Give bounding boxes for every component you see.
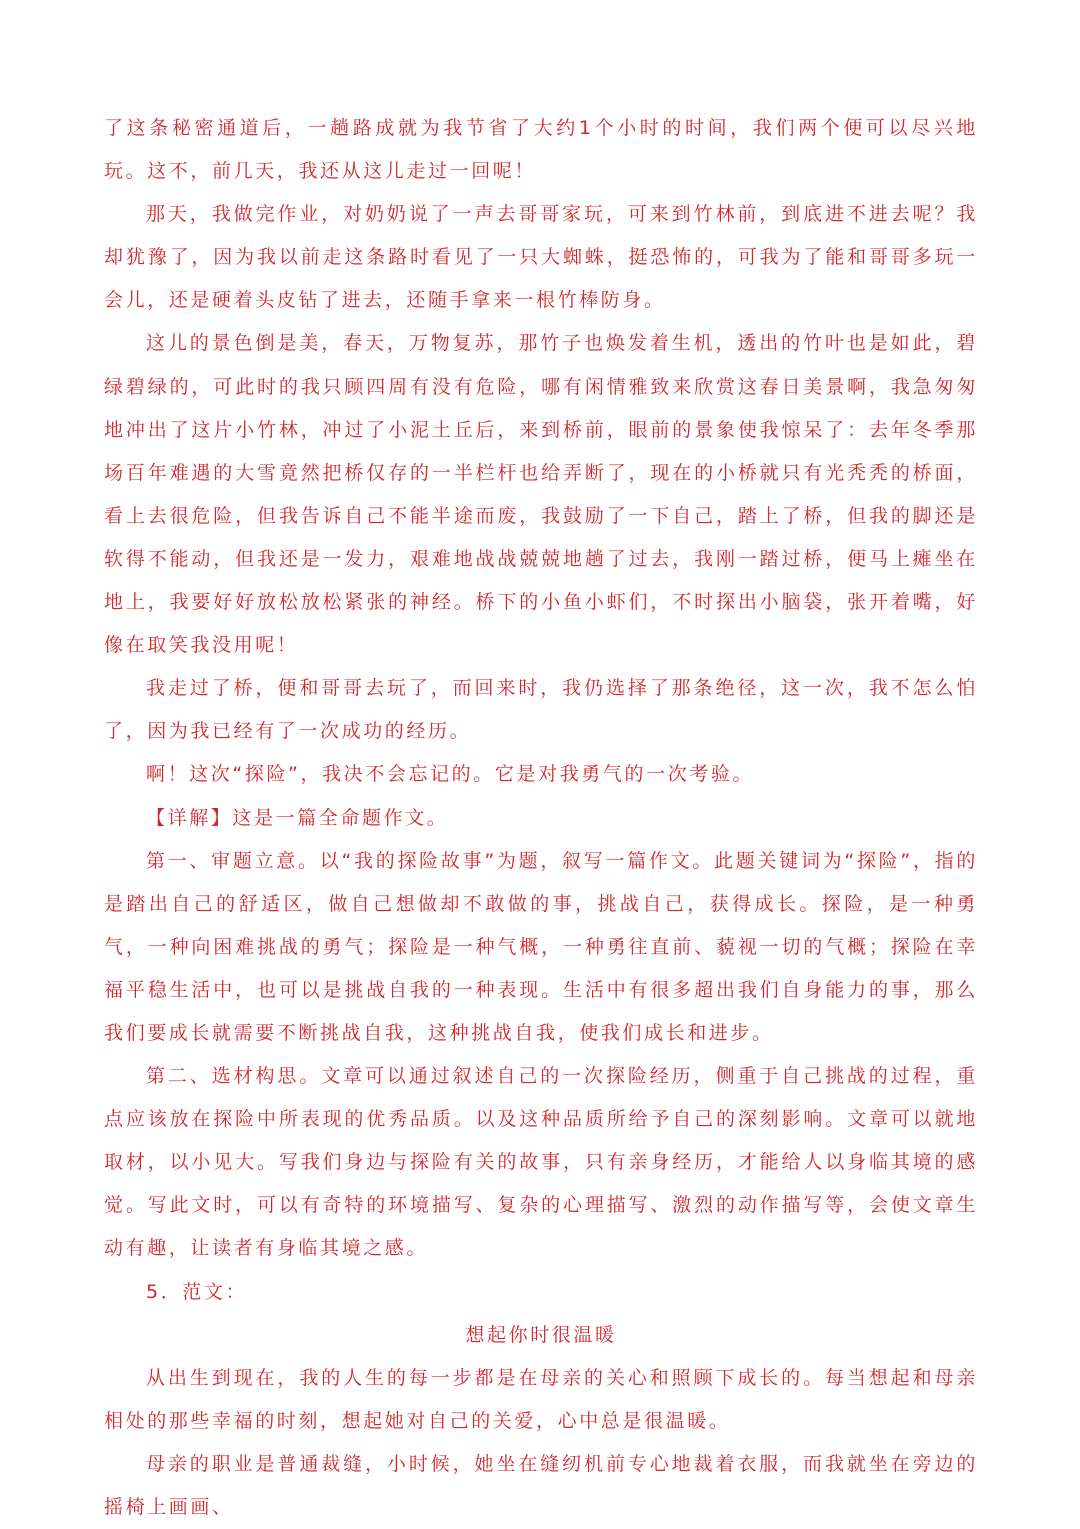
explanation-heading: 【详解】这是一篇全命题作文。 <box>146 806 449 829</box>
sample-essay-paragraph: 从出生到现在，我的人生的每一步都是在母亲的关心和照顾下成长的。每当想起和母亲相处的那些幸福的时刻，想起她对自己的关爱，心中总是很温暖。 <box>104 1366 978 1432</box>
explanation-paragraph-theme: 第一、审题立意。以“我的探险故事”为题，叙写一篇作文。此题关键词为“探险”，指的是踏出自己的舒适区，做自己想做却不敢做的事，挑战自己，获得成长。探险，是一种勇气，一种向困难挑战的勇气；探险是一种气概，一种勇往直前、藐视一切的气概；探险在幸福平稳生活中，也可以是挑战自我的一种表现。生活中有很多超出我们自身能力的事，那么我们要成长就需要不断挑战自我，这种挑战自我，使我们成长和进步。 <box>104 849 978 1044</box>
explanation-paragraph-material: 第二、选材构思。文章可以通过叙述自己的一次探险经历，侧重于自己挑战的过程，重点应该放在探险中所表现的优秀品质。以及这种品质所给予自己的深刻影响。文章可以就地取材，以小见大。写我们身边与探险有关的故事，只有亲身经历，才能给人以身临其境的感觉。写此文时，可以有奇特的环境描写、复杂的心理描写、激烈的动作描写等，会使文章生动有趣，让读者有身临其境之感。 <box>104 1065 978 1260</box>
essay-paragraph: 那天，我做完作业，对奶奶说了一声去哥哥家玩，可来到竹林前，到底进不进去呢？我却犹豫了，因为我以前走这条路时看见了一只大蜘蛛，挺恐怖的，可我为了能和哥哥多玩一会儿，还是硬着头皮钻了进去，还随手拿来一根竹棒防身。 <box>104 203 978 312</box>
document-page <box>104 107 978 1529</box>
sample-essay-label: 5．范文： <box>146 1280 248 1303</box>
sample-essay-paragraph: 母亲的职业是普通裁缝，小时候，她坐在缝纫机前专心地裁着衣服，而我就坐在旁边的摇椅上画画、 <box>104 1452 978 1518</box>
sample-essay-title: 想起你时很温暖 <box>465 1323 617 1346</box>
essay-paragraph: 我走过了桥，便和哥哥去玩了，而回来时，我仍选择了那条绝径，这一次，我不怎么怕了，因为我已经有了一次成功的经历。 <box>104 677 978 743</box>
essay-paragraph: 了这条秘密通道后，一趟路成就为我节省了大约1个小时的时间，我们两个便可以尽兴地玩。这不，前几天，我还从这儿走过一回呢！ <box>104 117 978 183</box>
essay-paragraph: 啊！这次“探险”，我决不会忘记的。它是对我勇气的一次考验。 <box>146 763 755 786</box>
essay-paragraph: 这儿的景色倒是美，春天，万物复苏，那竹子也焕发着生机，透出的竹叶也是如此，碧绿碧绿的，可此时的我只顾四周有没有危险，哪有闲情雅致来欣赏这春日美景啊，我急匆匆地冲出了这片小竹林，冲过了小泥土丘后，来到桥前，眼前的景象使我惊呆了：去年冬季那场百年难遇的大雪竟然把桥仅存的一半栏杆也给弄断了，现在的小桥就只有光秃秃的桥面，看上去很危险，但我告诉自己不能半途而废，我鼓励了一下自己，踏上了桥，但我的脚还是软得不能动，但我还是一发力，艰难地战战兢兢地趟了过去，我刚一踏过桥，便马上瘫坐在地上，我要好好放松放松紧张的神经。桥下的小鱼小虾们，不时探出小脑袋，张开着嘴，好像在取笑我没用呢！ <box>104 332 978 657</box>
